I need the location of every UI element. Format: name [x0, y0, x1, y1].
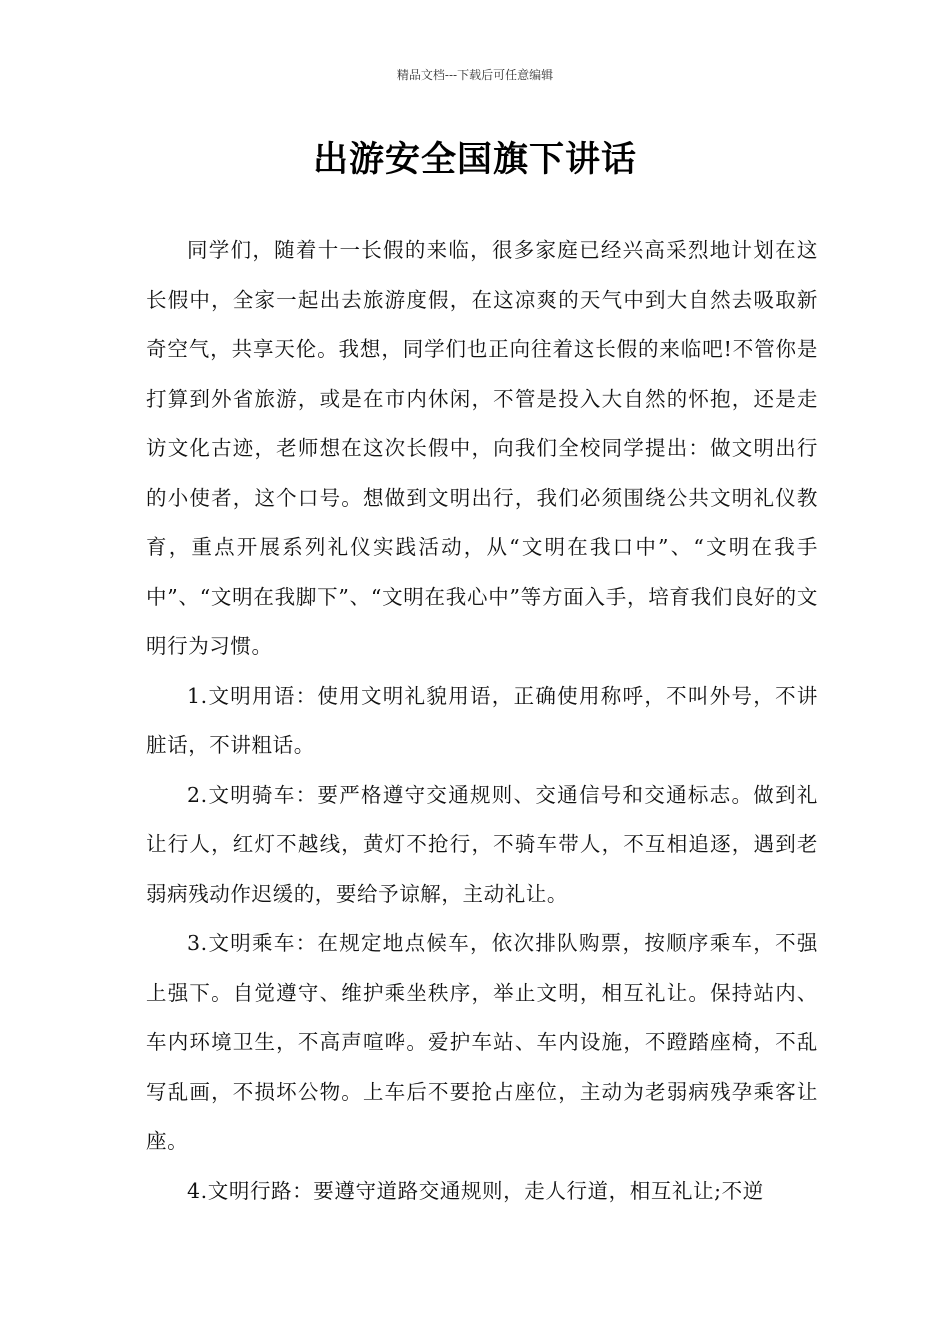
paragraph-civil-cycling: 2.文明骑车：要严格遵守交通规则、交通信号和交通标志。做到礼让行人，红灯不越线，黄灯不抢行，不骑车带人，不互相追逐，遇到老弱病残动作迟缓的，要给予谅解，主动礼让。 — [146, 782, 818, 906]
paragraph-civil-language: 1.文明用语：使用文明礼貌用语，正确使用称呼，不叫外号，不讲脏话，不讲粗话。 — [146, 683, 818, 757]
paragraph-civil-riding: 3.文明乘车：在规定地点候车，依次排队购票，按顺序乘车，不强上强下。自觉遵守、维护乘坐秩序，举止文明，相互礼让。保持站内、车内环境卫生，不高声喧哗。爱护车站、车内设施，不蹬踏座椅，不乱写乱画，不损坏公物。上车后不要抢占座位，主动为老弱病残孕乘客让座。 — [146, 931, 818, 1153]
paragraph-intro: 同学们，随着十一长假的来临，很多家庭已经兴高采烈地计划在这长假中，全家一起出去旅游度假，在这凉爽的天气中到大自然去吸取新奇空气，共享天伦。我想，同学们也正向往着这长假的来临吧!不管你是打算到外省旅游，或是在市内休闲，不管是投入大自然的怀抱，还是走访文化古迹，老师想在这次长假中，向我们全校同学提出：做文明出行的小使者，这个口号。想做到文明出行，我们必须围绕公共文明礼仪教育，重点开展系列礼仪实践活动，从“文明在我口中”、“文明在我手中”、“文明在我脚下”、“文明在我心中”等方面入手，培育我们良好的文明行为习惯。 — [146, 238, 818, 658]
paragraph-civil-walking: 4.文明行路：要遵守道路交通规则，走人行道，相互礼让;不逆 — [187, 1178, 764, 1203]
page-title: 出游安全国旗下讲话 — [312, 140, 637, 180]
header-note: 精品文档---下载后可任意编辑 — [396, 68, 554, 82]
body-text — [146, 226, 818, 1216]
